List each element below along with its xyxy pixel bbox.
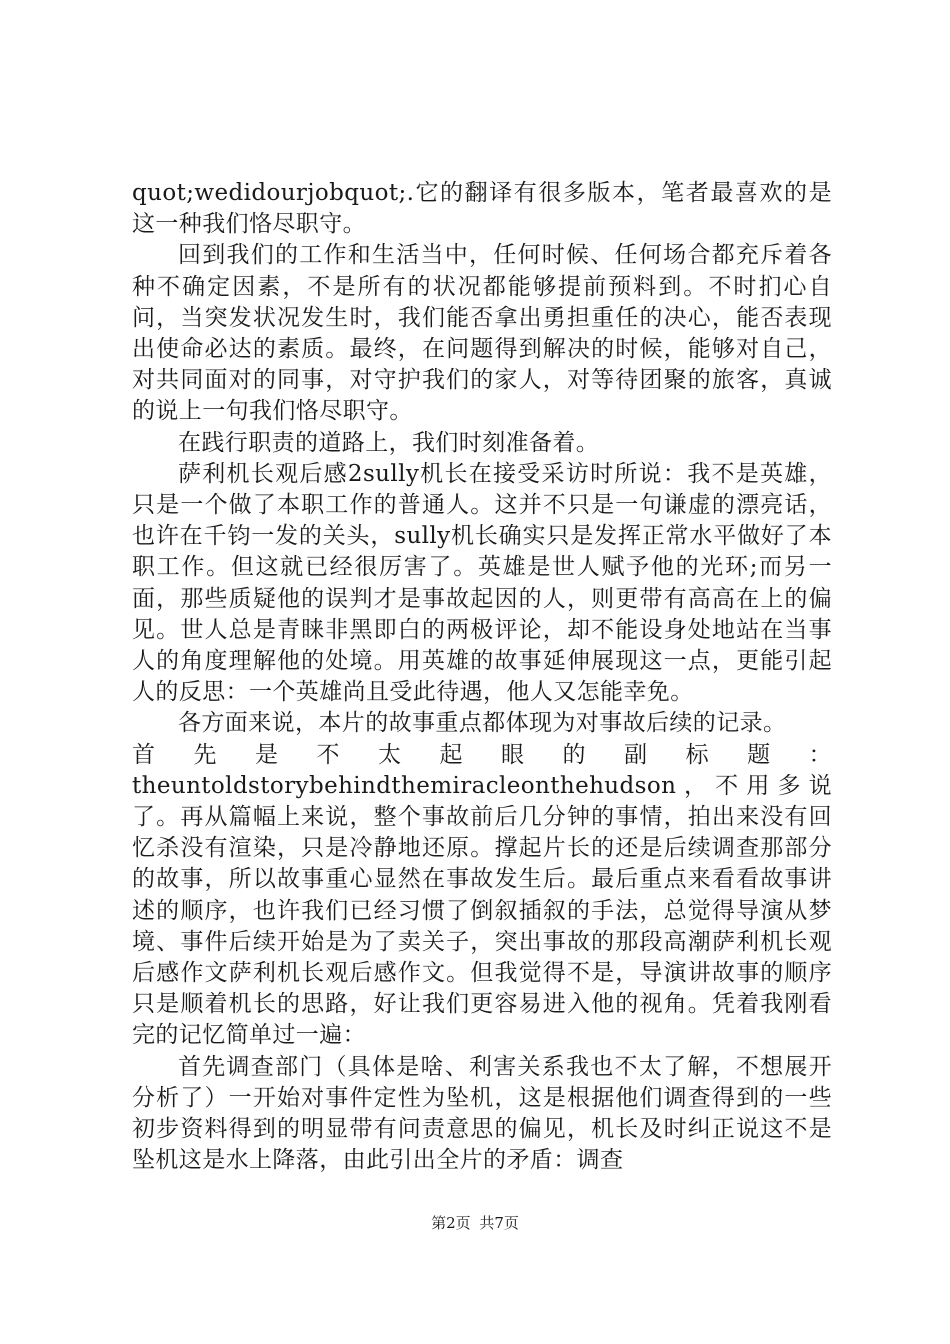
paragraph-4: 萨利机长观后感2sully机长在接受采访时所说：我不是英雄，只是一个做了本职工作的普通人。这并不只是一句谦虚的漂亮话，也许在千钧一发的关头，sully机长确实只是发挥正常水平做好了本职工作。但这就已经很厉害了。英雄是世人赋予他的光环;而另一面，那些质疑他的误判才是事故起因的人，则更带有高高在上的偏见。世人总是青睐非黑即白的两极评论，却不能设身处地站在当事人的角度理解他的处境。用英雄的故事延伸展现这一点，更能引起人的反思：一个英雄尚且受此待遇，他人又怎能幸免。 <box>132 460 832 706</box>
paragraph-1: quot;wedidourjobquot;.它的翻译有很多版本，笔者最喜欢的是这一种我们恪尽职守。 <box>132 180 832 238</box>
page-footer <box>0 1213 950 1233</box>
paragraph-7: theuntoldstorybehindthemiracleonthehudson，不用多说了。再从篇幅上来说，整个事故前后几分钟的事情，拍出来没有回忆杀没有渲染，只是冷静地还原。撑起片长的还是后续调查那部分的故事，所以故事重心显然在事故发生后。最后重点来看看故事讲述的顺序，也许我们已经习惯了倒叙插叙的手法，总觉得导演从梦境、事件后续开始是为了卖关子，突出事故的那段高潮萨利机长观后感作文萨利机长观后感作文。但我觉得不是，导演讲故事的顺序只是顺着机长的思路，好让我们更容易进入他的视角。凭着我刚看完的记忆简单过一遍： <box>132 772 832 1049</box>
paragraph-6: 首先是不太起眼的副标题： <box>132 741 832 768</box>
page-number: 第2页 <box>431 1214 471 1232</box>
paragraph-5: 各方面来说，本片的故事重点都体现为对事故后续的记录。 <box>178 710 787 737</box>
paragraph-2: 回到我们的工作和生活当中，任何时候、任何场合都充斥着各种不确定因素，不是所有的状况都能够提前预料到。不时扪心自问，当突发状况发生时，我们能否拿出勇担重任的决心，能否表现出使命必达的素质。最终，在问题得到解决的时候，能够对自己，对共同面对的同事，对守护我们的家人，对等待团聚的旅客，真诚的说上一句我们恪尽职守。 <box>132 242 832 425</box>
page-total: 共7页 <box>479 1214 519 1232</box>
paragraph-8: 首先调查部门（具体是啥、利害关系我也不太了解，不想展开分析了）一开始对事件定性为坠机，这是根据他们调查得到的一些初步资料得到的明显带有问责意思的偏见，机长及时纠正说这不是坠机这是水上降落，由此引出全片的矛盾：调查 <box>132 1053 832 1174</box>
paragraph-3: 在践行职责的道路上，我们时刻准备着。 <box>178 429 600 456</box>
document-body <box>132 178 832 1177</box>
